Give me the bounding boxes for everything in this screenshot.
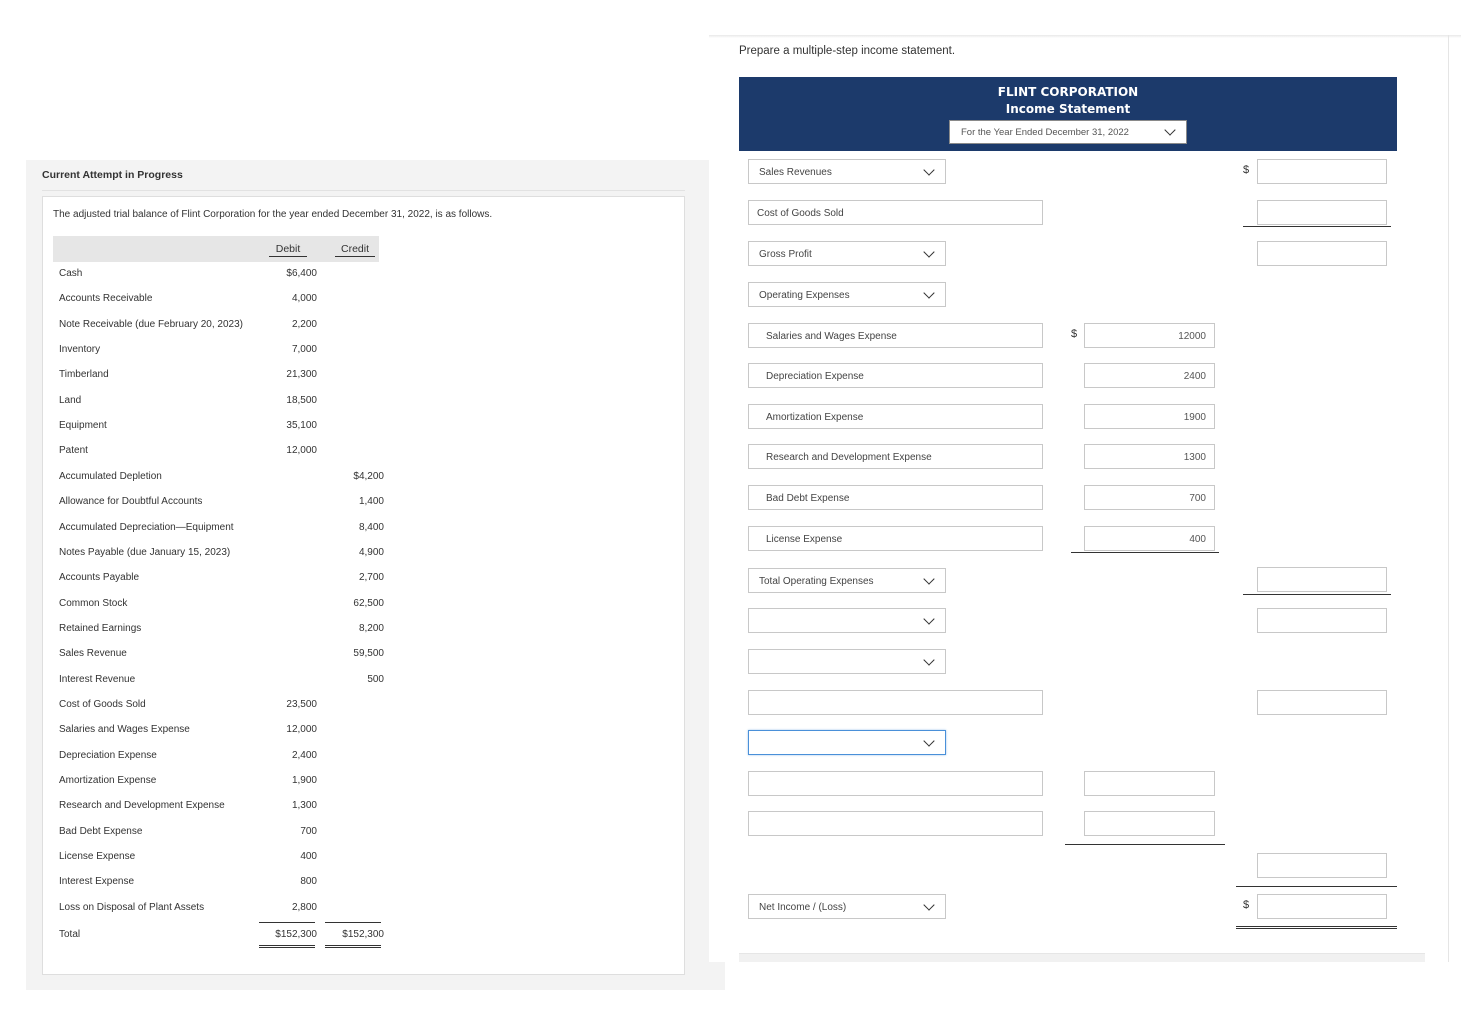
license-input[interactable] (748, 526, 1043, 551)
select-value: Net Income / (Loss) (759, 902, 847, 913)
blank-amount-input-1[interactable] (1257, 608, 1387, 633)
panel-side-edge (1448, 35, 1449, 962)
cogs-amount-input[interactable] (1257, 200, 1387, 225)
depreciation-amount-input[interactable] (1084, 363, 1215, 388)
depreciation-input[interactable] (748, 363, 1043, 388)
account-name: Accounts Payable (59, 572, 140, 584)
salaries-input[interactable] (748, 323, 1043, 348)
account-name: Allowance for Doubtful Accounts (59, 496, 203, 508)
salaries-amount-input[interactable] (1084, 323, 1215, 348)
select-value: Total Operating Expenses (759, 576, 874, 587)
underline (1071, 552, 1219, 553)
amount-value: 12000 (1178, 331, 1206, 342)
table-row (53, 870, 383, 895)
account-name: Equipment (59, 420, 107, 432)
gross-profit-amount-input[interactable] (1257, 241, 1387, 266)
underline (1243, 594, 1391, 595)
field-value: Amortization Expense (766, 412, 864, 423)
amount-value: 700 (1189, 493, 1206, 504)
account-name: Cash (59, 268, 83, 279)
rnd-input[interactable] (748, 444, 1043, 469)
field-value: Salaries and Wages Expense (766, 331, 897, 342)
account-name: Bad Debt Expense (59, 825, 143, 837)
table-row (53, 338, 383, 363)
debit-value: 700 (300, 825, 317, 837)
credit-value: 1,400 (358, 496, 384, 508)
table-row (53, 465, 383, 490)
blank-amount-input-5[interactable] (1257, 853, 1387, 878)
amount-value: 2400 (1183, 371, 1206, 382)
field-value: Cost of Goods Sold (757, 208, 844, 219)
credit-value: 59,500 (353, 648, 384, 660)
account-name: Interest Expense (59, 876, 135, 888)
account-name: Accumulated Depreciation—Equipment (59, 521, 234, 533)
period-select[interactable] (949, 120, 1187, 144)
account-name: Land (59, 394, 82, 406)
blank-input-3[interactable] (748, 811, 1043, 836)
debit-value: 12,000 (286, 724, 317, 736)
total-credit: $152,300 (342, 929, 384, 941)
debit-value: 2,400 (291, 749, 317, 761)
table-row (53, 744, 383, 769)
credit-value: 4,900 (358, 546, 384, 558)
table-row (53, 439, 383, 464)
account-name: Patent (59, 445, 88, 457)
blank-select-1[interactable] (748, 608, 946, 633)
credit-value: 8,400 (358, 521, 384, 533)
table-row (53, 566, 383, 591)
gross-profit-select[interactable] (748, 241, 946, 266)
underline (1243, 226, 1391, 227)
table-row (53, 389, 383, 414)
account-name: Depreciation Expense (59, 749, 157, 761)
double-underline (325, 945, 381, 948)
table-row (53, 592, 383, 617)
total-label: Total (59, 929, 81, 941)
sales-revenues-amount-input[interactable] (1257, 159, 1387, 184)
debit-value: 21,300 (286, 369, 317, 381)
net-income-select[interactable] (748, 894, 946, 919)
debit-value: 4,000 (291, 293, 317, 305)
account-name: Cost of Goods Sold (59, 698, 146, 710)
chevron-down-icon (923, 654, 934, 665)
table-row (53, 896, 383, 921)
answer-panel (709, 35, 1461, 962)
account-name: Note Receivable (due February 20, 2023) (59, 318, 243, 330)
table-row (53, 820, 383, 845)
instruction-text: Prepare a multiple-step income statement. (739, 45, 956, 57)
table-row (53, 516, 383, 541)
account-name: Research and Development Expense (59, 800, 225, 812)
double-underline (259, 945, 315, 948)
chevron-down-icon (923, 573, 934, 584)
table-row (53, 718, 383, 743)
select-value: Sales Revenues (759, 167, 832, 178)
table-row (53, 845, 383, 870)
company-name: FLINT CORPORATION (997, 85, 1139, 99)
chevron-down-icon (923, 246, 934, 257)
table-row (53, 693, 383, 718)
net-income-amount-input[interactable] (1257, 894, 1387, 919)
problem-card (42, 196, 685, 975)
chevron-down-icon (923, 164, 934, 175)
chevron-down-icon (1164, 124, 1175, 135)
currency-symbol: $ (1071, 328, 1078, 340)
account-name: Accumulated Depletion (59, 470, 162, 482)
sales-revenues-select[interactable] (748, 159, 946, 184)
account-name: Sales Revenue (59, 648, 127, 660)
credit-value: 2,700 (358, 572, 384, 584)
account-name: License Expense (59, 851, 136, 863)
total-opex-amount-input[interactable] (1257, 567, 1387, 592)
rnd-amount-input[interactable] (1084, 444, 1215, 469)
debit-value: 23,500 (286, 698, 317, 710)
debit-value: 1,900 (291, 775, 317, 786)
bad-debt-amount-input[interactable] (1084, 485, 1215, 510)
chevron-down-icon (923, 899, 934, 910)
trial-balance-header (53, 236, 379, 262)
blank-select-3[interactable] (748, 730, 946, 755)
table-row (53, 313, 383, 338)
credit-value: $4,200 (353, 470, 384, 482)
attempt-label: Current Attempt in Progress (42, 169, 183, 181)
blank-amount-input-2[interactable] (1257, 690, 1387, 715)
debit-value: 7,000 (291, 344, 317, 356)
table-row (53, 769, 383, 794)
field-value: Research and Development Expense (766, 452, 932, 463)
amount-value: 1300 (1183, 452, 1206, 463)
account-name: Common Stock (59, 597, 128, 609)
panel-top-edge (709, 35, 1461, 38)
debit-value: 1,300 (291, 800, 317, 812)
amortization-input[interactable] (748, 404, 1043, 429)
cogs-input[interactable] (748, 200, 1043, 225)
statement-header (739, 77, 1397, 151)
blank-input-1[interactable] (748, 690, 1043, 715)
account-name: Interest Revenue (59, 673, 136, 685)
table-row (53, 541, 383, 566)
statement-title: Income Statement (1005, 102, 1131, 116)
total-debit: $152,300 (275, 929, 317, 941)
chevron-down-icon (923, 613, 934, 624)
problem-panel (26, 160, 725, 990)
account-name: Inventory (59, 344, 101, 356)
debit-header: Debit (269, 243, 307, 257)
underline (1065, 844, 1225, 845)
debit-value: 2,800 (291, 901, 317, 913)
account-name: Amortization Expense (59, 775, 157, 786)
divider (42, 190, 685, 191)
field-value: Bad Debt Expense (766, 493, 850, 504)
debit-value: 400 (300, 851, 317, 863)
currency-symbol: $ (1243, 899, 1250, 911)
period-value: For the Year Ended December 31, 2022 (961, 127, 1129, 138)
table-row (53, 490, 383, 515)
table-row (53, 794, 383, 819)
account-name: Loss on Disposal of Plant Assets (59, 901, 205, 913)
table-row (53, 287, 383, 312)
account-name: Retained Earnings (59, 622, 142, 634)
panel-footer-edge (739, 953, 1425, 962)
blank-input-2[interactable] (748, 771, 1043, 796)
select-value: Operating Expenses (759, 290, 850, 301)
table-row (53, 668, 383, 693)
problem-intro: The adjusted trial balance of Flint Corporation for the year ended December 31, 2022, is as follows. (53, 209, 493, 220)
currency-symbol: $ (1243, 164, 1250, 176)
blank-select-2[interactable] (748, 649, 946, 674)
debit-value: 35,100 (286, 420, 317, 432)
blank-amount-input-4[interactable] (1084, 811, 1215, 836)
chevron-down-icon (923, 287, 934, 298)
debit-value: $6,400 (286, 268, 317, 279)
amount-value: 400 (1189, 534, 1206, 545)
account-name: Salaries and Wages Expense (59, 724, 190, 736)
credit-header: Credit (335, 243, 375, 257)
debit-value: 18,500 (286, 394, 317, 406)
credit-value: 8,200 (358, 622, 384, 634)
chevron-down-icon (923, 735, 934, 746)
credit-value: 500 (367, 673, 384, 685)
debit-value: 800 (300, 876, 317, 888)
field-value: Depreciation Expense (766, 371, 864, 382)
table-row (53, 414, 383, 439)
account-name: Notes Payable (due January 15, 2023) (59, 546, 231, 558)
amount-value: 1900 (1183, 412, 1206, 423)
double-underline (1236, 926, 1397, 929)
debit-value: 2,200 (291, 318, 317, 330)
table-row (53, 363, 383, 388)
operating-expenses-select[interactable] (748, 282, 946, 307)
field-value: License Expense (766, 534, 843, 545)
select-value: Gross Profit (759, 249, 812, 260)
account-name: Accounts Receivable (59, 293, 153, 305)
license-amount-input[interactable] (1084, 526, 1215, 551)
amortization-amount-input[interactable] (1084, 404, 1215, 429)
debit-value: 12,000 (286, 445, 317, 457)
underline (1236, 886, 1397, 887)
credit-value: 62,500 (353, 597, 384, 609)
blank-amount-input-3[interactable] (1084, 771, 1215, 796)
bad-debt-input[interactable] (748, 485, 1043, 510)
table-row (53, 642, 383, 667)
table-row (53, 617, 383, 642)
table-row (53, 262, 383, 287)
account-name: Timberland (59, 369, 109, 381)
total-opex-select[interactable] (748, 568, 946, 593)
